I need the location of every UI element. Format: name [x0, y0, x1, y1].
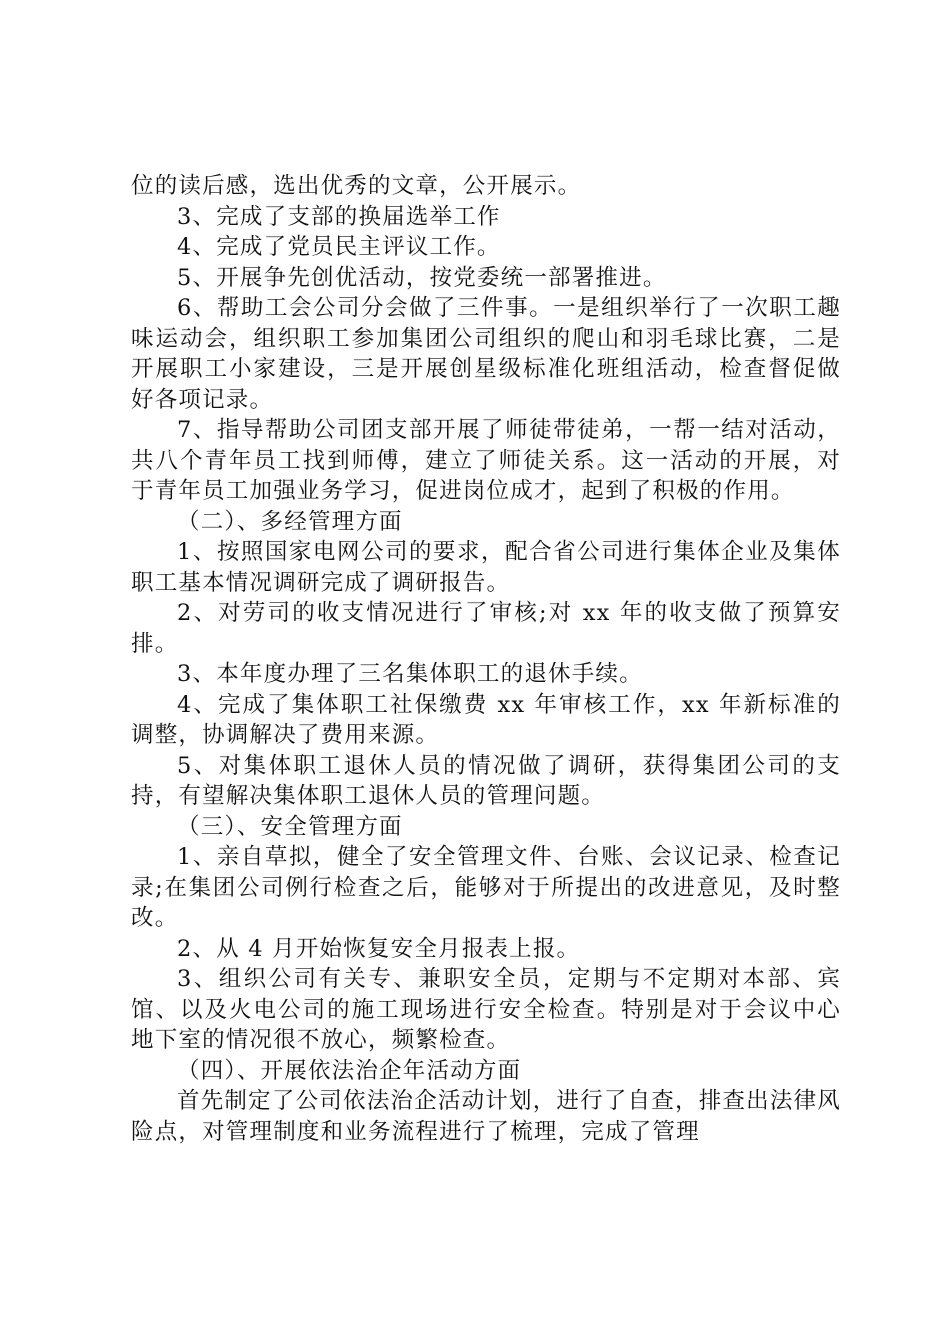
list-item-1-safety-docs: 1、亲自草拟，健全了安全管理文件、台账、会议记录、检查记录;在集团公司例行检查之后，能够对于所提出的改进意见，及时整改。 [131, 844, 841, 931]
document-body [131, 171, 841, 1147]
list-item-3-retirement: 3、本年度办理了三名集体职工的退休手续。 [177, 661, 643, 687]
list-item-3-inspection: 3、组织公司有关专、兼职安全员，定期与不定期对本部、宾馆、以及火电公司的施工现场进行安全检查。特别是对于会议中心地下室的情况很不放心，频繁检查。 [131, 966, 841, 1053]
list-item-1-survey: 1、按照国家电网公司的要求，配合省公司进行集体企业及集体职工基本情况调研完成了调研报告。 [131, 539, 841, 596]
list-item-4-evaluation: 4、完成了党员民主评议工作。 [177, 234, 501, 260]
paragraph-legal-plan: 首先制定了公司依法治企活动计划，进行了自查，排查出法律风险点，对管理制度和业务流程进行了梳理，完成了管理 [131, 1088, 841, 1145]
section-heading-4: （四）、开展依法治企年活动方面 [177, 1057, 522, 1084]
list-item-6-union: 6、帮助工会公司分会做了三件事。一是组织举行了一次职工趣味运动会，组织职工参加集团公司组织的爬山和羽毛球比赛，二是开展职工小家建设，三是开展创星级标准化班组活动，检查督促做好各项记录。 [131, 295, 841, 413]
list-item-7-mentoring: 7、指导帮助公司团支部开展了师徒带徒弟，一帮一结对活动，共八个青年员工找到师傅，建立了师徒关系。这一活动的开展，对于青年员工加强业务学习，促进岗位成才，起到了积极的作用。 [131, 417, 841, 504]
list-item-5-retirees: 5、对集体职工退休人员的情况做了调研，获得集团公司的支持，有望解决集体职工退休人员的管理问题。 [131, 752, 841, 809]
section-heading-3: （三）、安全管理方面 [177, 813, 403, 840]
paragraph-continuation: 位的读后感，选出优秀的文章，公开展示。 [131, 173, 582, 199]
section-heading-2: （二）、多经管理方面 [177, 508, 403, 535]
list-item-2-budget: 2、对劳司的收支情况进行了审核;对 xx 年的收支做了预算安排。 [131, 600, 841, 657]
list-item-5-activity: 5、开展争先创优活动，按党委统一部署推进。 [177, 264, 667, 291]
list-item-3-election: 3、完成了支部的换届选举工作 [177, 203, 501, 230]
list-item-2-monthly-report: 2、从 4 月开始恢复安全月报表上报。 [177, 935, 581, 962]
list-item-4-social-security: 4、完成了集体职工社保缴费 xx 年审核工作，xx 年新标准的调整，协调解决了费用来源。 [131, 691, 841, 748]
